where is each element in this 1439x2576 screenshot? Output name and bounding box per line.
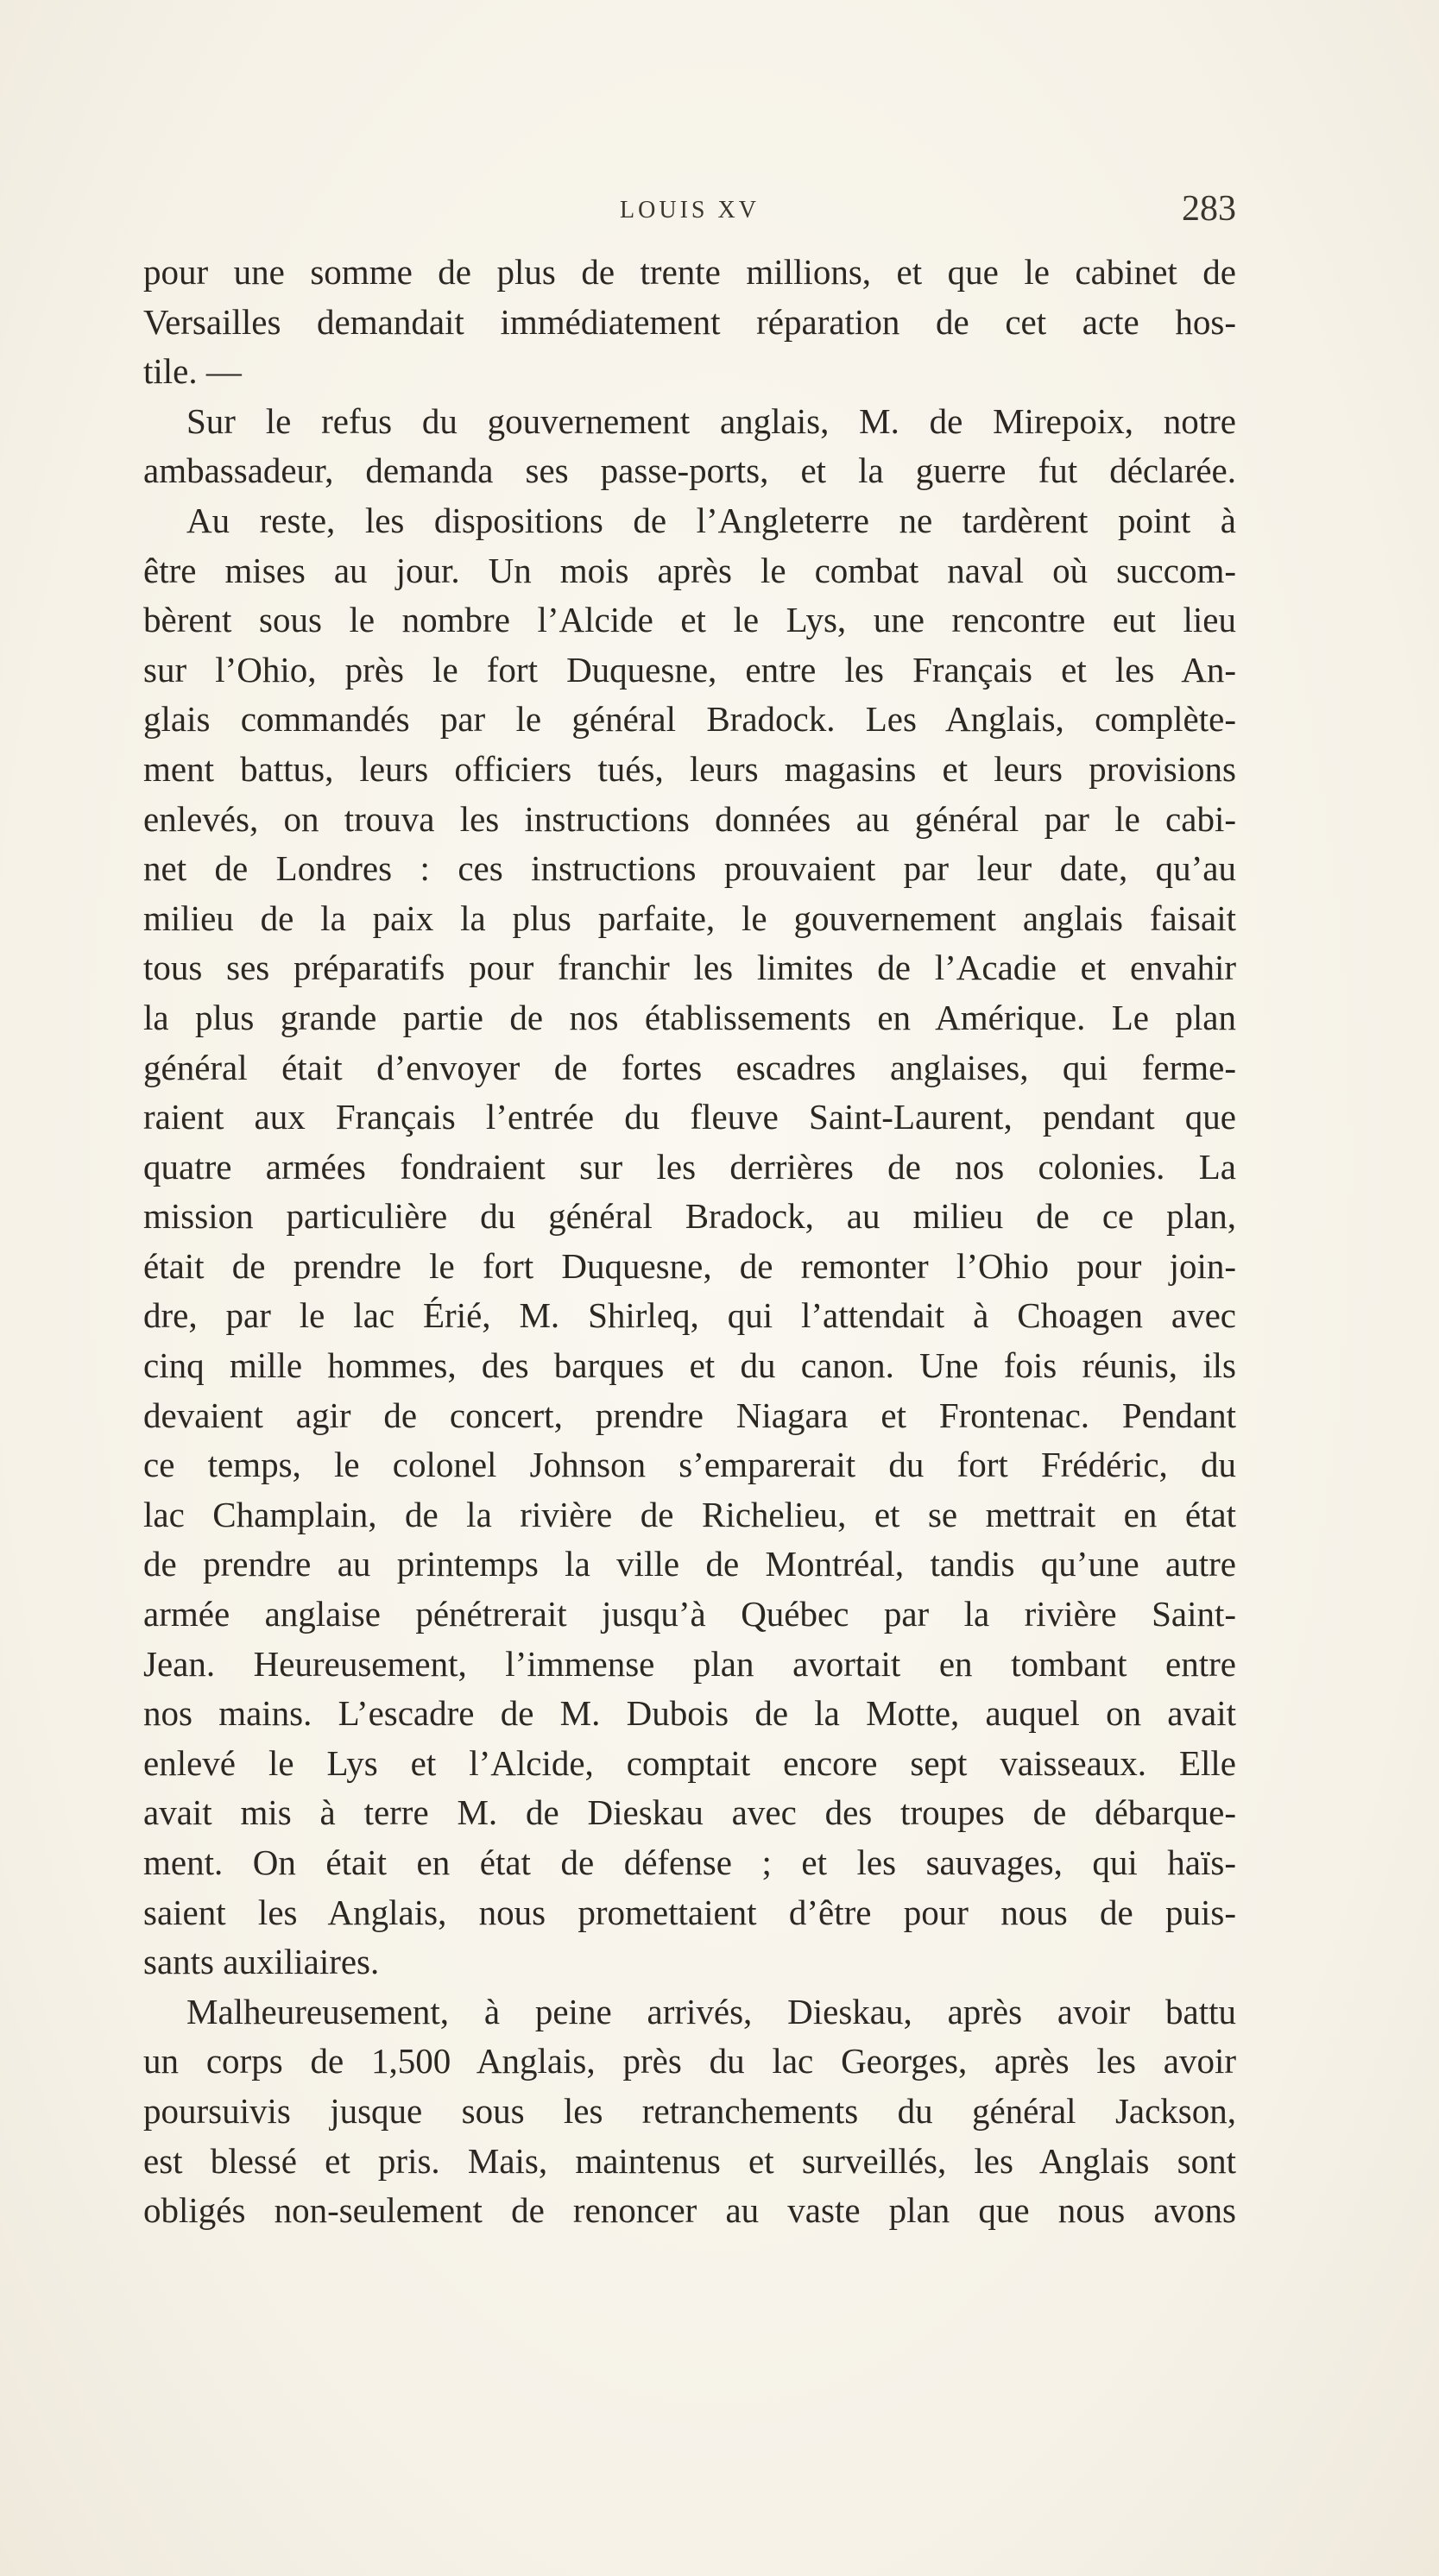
- text-line: mission particulière du général Bradock, au milieu de ce plan,: [143, 1196, 1236, 1237]
- text-line: est blessé et pris. Mais, maintenus et surveillés, les Anglais sont: [143, 2140, 1236, 2181]
- text-line: était de prendre le fort Duquesne, de remonter l’Ohio pour join-: [143, 1245, 1236, 1286]
- text-line: obligés non-seulement de renoncer au vaste plan que nous avons: [143, 2190, 1236, 2231]
- text-line: nos mains. L’escadre de M. Dubois de la Motte, auquel on avait: [143, 1693, 1236, 1734]
- text-line: ce temps, le colonel Johnson s’emparerait du fort Frédéric, du: [143, 1445, 1236, 1485]
- text-line: sur l’Ohio, près le fort Duquesne, entre les Français et les An-: [143, 649, 1236, 690]
- text-line: Malheureusement, à peine arrivés, Dieskau, après avoir battu: [186, 1991, 1236, 2031]
- text-line: devaient agir de concert, prendre Niagara et Frontenac. Pendant: [143, 1395, 1236, 1435]
- text-line: poursuivis jusque sous les retranchements du général Jackson,: [143, 2090, 1236, 2131]
- body-text: [143, 248, 1236, 2236]
- page-number: 283: [1182, 189, 1236, 229]
- text-line: cinq mille hommes, des barques et du canon. Une fois réunis, ils: [143, 1345, 1236, 1386]
- text-line: bèrent sous le nombre l’Alcide et le Lys, une rencontre eut lieu: [143, 600, 1236, 640]
- text-line: net de Londres : ces instructions prouvaient par leur date, qu’au: [143, 848, 1236, 889]
- text-line: Jean. Heureusement, l’immense plan avortait en tombant entre: [143, 1643, 1236, 1684]
- running-title: LOUIS XV: [620, 197, 760, 224]
- text-line: enlevé le Lys et l’Alcide, comptait encore sept vaisseaux. Elle: [143, 1742, 1236, 1783]
- text-line: la plus grande partie de nos établissements en Amérique. Le plan: [143, 997, 1236, 1037]
- text-line: de prendre au printemps la ville de Montréal, tandis qu’une autre: [143, 1544, 1236, 1584]
- text-line: ment battus, leurs officiers tués, leurs magasins et leurs provisions: [143, 748, 1236, 789]
- text-line: lac Champlain, de la rivière de Richelieu, et se mettrait en état: [143, 1494, 1236, 1534]
- text-line: tile. —: [143, 351, 242, 392]
- text-line: général était d’envoyer de fortes escadres anglaises, qui ferme-: [143, 1047, 1236, 1087]
- text-line: armée anglaise pénétrerait jusqu’à Québec par la rivière Saint-: [143, 1594, 1236, 1634]
- text-line: pour une somme de plus de trente millions, et que le cabinet de: [143, 252, 1236, 292]
- text-line: Au reste, les dispositions de l’Angleterre ne tardèrent point à: [186, 500, 1236, 540]
- text-line: être mises au jour. Un mois après le combat naval où succom-: [143, 550, 1236, 590]
- text-line: raient aux Français l’entrée du fleuve Saint-Laurent, pendant que: [143, 1097, 1236, 1137]
- text-line: avait mis à terre M. de Dieskau avec des troupes de débarque-: [143, 1792, 1236, 1833]
- text-line: enlevés, on trouva les instructions données au général par le cabi-: [143, 798, 1236, 839]
- text-line: quatre armées fondraient sur les derrières de nos colonies. La: [143, 1146, 1236, 1187]
- text-line: ambassadeur, demanda ses passe-ports, et la guerre fut déclarée.: [143, 450, 1236, 491]
- text-line: Sur le refus du gouvernement anglais, M. de Mirepoix, notre: [186, 400, 1236, 441]
- text-line: glais commandés par le général Bradock. Les Anglais, complète-: [143, 699, 1236, 740]
- text-line: tous ses préparatifs pour franchir les limites de l’Acadie et envahir: [143, 948, 1236, 988]
- text-line: dre, par le lac Érié, M. Shirleq, qui l’attendait à Choagen avec: [143, 1295, 1236, 1336]
- text-line: Versailles demandait immédiatement réparation de cet acte hos-: [143, 301, 1236, 342]
- text-line: milieu de la paix la plus parfaite, le gouvernement anglais faisait: [143, 898, 1236, 938]
- text-line: ment. On était en état de défense ; et les sauvages, qui haïs-: [143, 1842, 1236, 1882]
- text-line: un corps de 1,500 Anglais, près du lac Georges, après les avoir: [143, 2041, 1236, 2082]
- running-head: [143, 188, 1236, 240]
- text-line: saient les Anglais, nous promettaient d’être pour nous de puis-: [143, 1892, 1236, 1932]
- text-line: sants auxiliaires.: [143, 1942, 380, 1982]
